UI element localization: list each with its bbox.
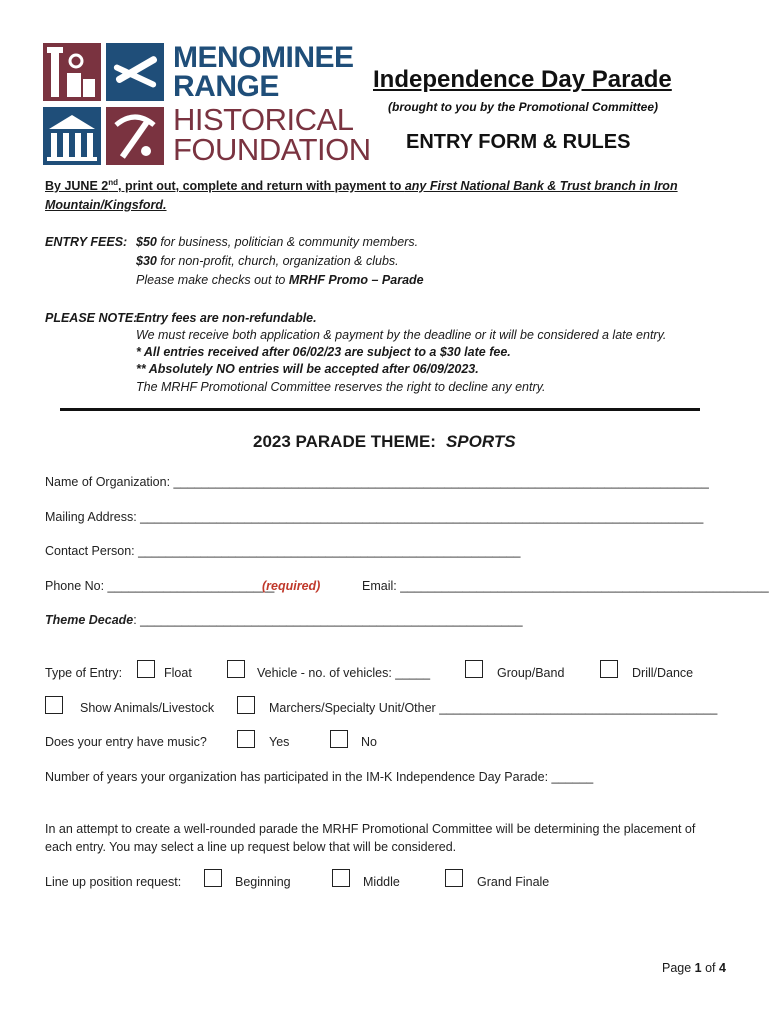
fee-line-1	[136, 235, 418, 249]
entry-fees-label: ENTRY FEES:	[45, 235, 128, 249]
float-checkbox[interactable]	[137, 660, 155, 678]
deadline-part2: , print out, complete and return with payment to	[118, 179, 405, 193]
lineup-middle-checkbox[interactable]	[332, 869, 350, 887]
logo-wordmark	[173, 41, 371, 167]
contact-person-field[interactable]: Contact Person: _______________________________________________________	[45, 544, 521, 558]
vehicle-label: Vehicle - no. of vehicles: _____	[257, 666, 431, 680]
group-band-label: Group/Band	[497, 666, 565, 680]
page-title: Independence Day Parade	[373, 66, 672, 93]
note-line-1: Entry fees are non-refundable.	[136, 311, 317, 325]
music-no-checkbox[interactable]	[330, 730, 348, 748]
pickaxe-icon	[106, 107, 164, 165]
music-question: Does your entry have music?	[45, 735, 207, 749]
deadline-sup: nd	[108, 177, 119, 187]
lineup-paragraph-2: each entry. You may select a line up request below that will be considered.	[45, 840, 457, 854]
divider	[60, 408, 700, 411]
fee-amount-50: $50	[136, 235, 157, 249]
page-word: Page	[662, 961, 695, 975]
logo-line-range: RANGE	[173, 70, 279, 103]
fee-line-3	[136, 273, 424, 287]
lineup-beginning-checkbox[interactable]	[204, 869, 222, 887]
lineup-beginning-label: Beginning	[235, 875, 291, 889]
theme-decade-label: Theme Decade	[45, 613, 134, 627]
drill-dance-label: Drill/Dance	[632, 666, 694, 680]
note-line-3: * All entries received after 06/02/23 are subject to a $30 late fee.	[136, 345, 511, 359]
note-line-5: The MRHF Promotional Committee reserves the right to decline any entry.	[136, 380, 546, 394]
marchers-checkbox[interactable]	[237, 696, 255, 714]
lineup-finale-label: Grand Finale	[477, 875, 550, 889]
note-line-4: ** Absolutely NO entries will be accepted after 06/09/2023.	[136, 362, 479, 376]
fee-amount-30: $30	[136, 254, 157, 268]
logo-line-menominee: MENOMINEE	[173, 41, 354, 74]
music-no-label: No	[361, 735, 377, 749]
checks-payable-text: Please make checks out to	[136, 273, 289, 287]
phone-field[interactable]: Phone No: ________________________	[45, 579, 275, 593]
page-of: of	[701, 961, 719, 975]
skis-icon	[106, 43, 164, 101]
type-of-entry-label: Type of Entry:	[45, 666, 123, 680]
organization-name-field[interactable]: Name of Organization: _____________________________________________________________________________	[45, 475, 709, 489]
deadline-instructions	[45, 177, 735, 215]
logo-line-historical: HISTORICAL	[173, 102, 354, 137]
theme-label: 2023 PARADE THEME:	[253, 432, 436, 451]
drill-dance-checkbox[interactable]	[600, 660, 618, 678]
headframe-icon	[43, 43, 101, 101]
lineup-middle-label: Middle	[363, 875, 400, 889]
float-label: Float	[164, 666, 192, 680]
years-participated-field[interactable]: Number of years your organization has participated in the IM-K Independence Day Parade: ______	[45, 770, 594, 784]
theme-decade-line: : _______________________________________________________	[133, 613, 523, 627]
current-page: 1	[694, 961, 702, 975]
marchers-label: Marchers/Specialty Unit/Other ________________________________________	[269, 701, 718, 715]
building-icon	[43, 107, 101, 165]
group-band-checkbox[interactable]	[465, 660, 483, 678]
lineup-paragraph-1: In an attempt to create a well-rounded parade the MRHF Promotional Committee will be determining the placement of	[45, 822, 696, 836]
total-pages: 4	[719, 961, 726, 975]
show-animals-checkbox[interactable]	[45, 696, 63, 714]
lineup-request-label: Line up position request:	[45, 875, 182, 889]
deadline-part1: By JUNE 2	[45, 179, 109, 193]
music-yes-label: Yes	[269, 735, 290, 749]
fee-line-2	[136, 254, 399, 268]
page-subtitle: (brought to you by the Promotional Committee)	[388, 100, 658, 114]
parade-theme	[253, 432, 516, 452]
theme-decade-field[interactable]	[45, 613, 523, 627]
deadline-part3: any First National Bank & Trust branch in Iron Mountain/Kingsford.	[45, 179, 678, 212]
show-animals-label: Show Animals/Livestock	[80, 701, 215, 715]
mrhf-logo	[43, 41, 371, 167]
music-yes-checkbox[interactable]	[237, 730, 255, 748]
phone-required-note: (required)	[262, 579, 321, 593]
please-note-label: PLEASE NOTE:	[45, 311, 138, 325]
form-title: ENTRY FORM & RULES	[406, 131, 631, 153]
lineup-finale-checkbox[interactable]	[445, 869, 463, 887]
fee-text-50: for business, politician & community members.	[156, 235, 419, 249]
checks-payee: MRHF Promo – Parade	[288, 273, 424, 287]
theme-value: SPORTS	[445, 432, 516, 451]
vehicle-checkbox[interactable]	[227, 660, 245, 678]
note-line-2: We must receive both application & payment by the deadline or it will be considered a late entry.	[136, 328, 667, 342]
logo-line-foundation: FOUNDATION	[173, 132, 371, 167]
mailing-address-field[interactable]: Mailing Address: _________________________________________________________________________________	[45, 510, 704, 524]
fee-text-30: for non-profit, church, organization & clubs.	[156, 254, 399, 268]
page-number	[662, 961, 726, 975]
email-field[interactable]: Email: _____________________________________________________	[362, 579, 769, 593]
